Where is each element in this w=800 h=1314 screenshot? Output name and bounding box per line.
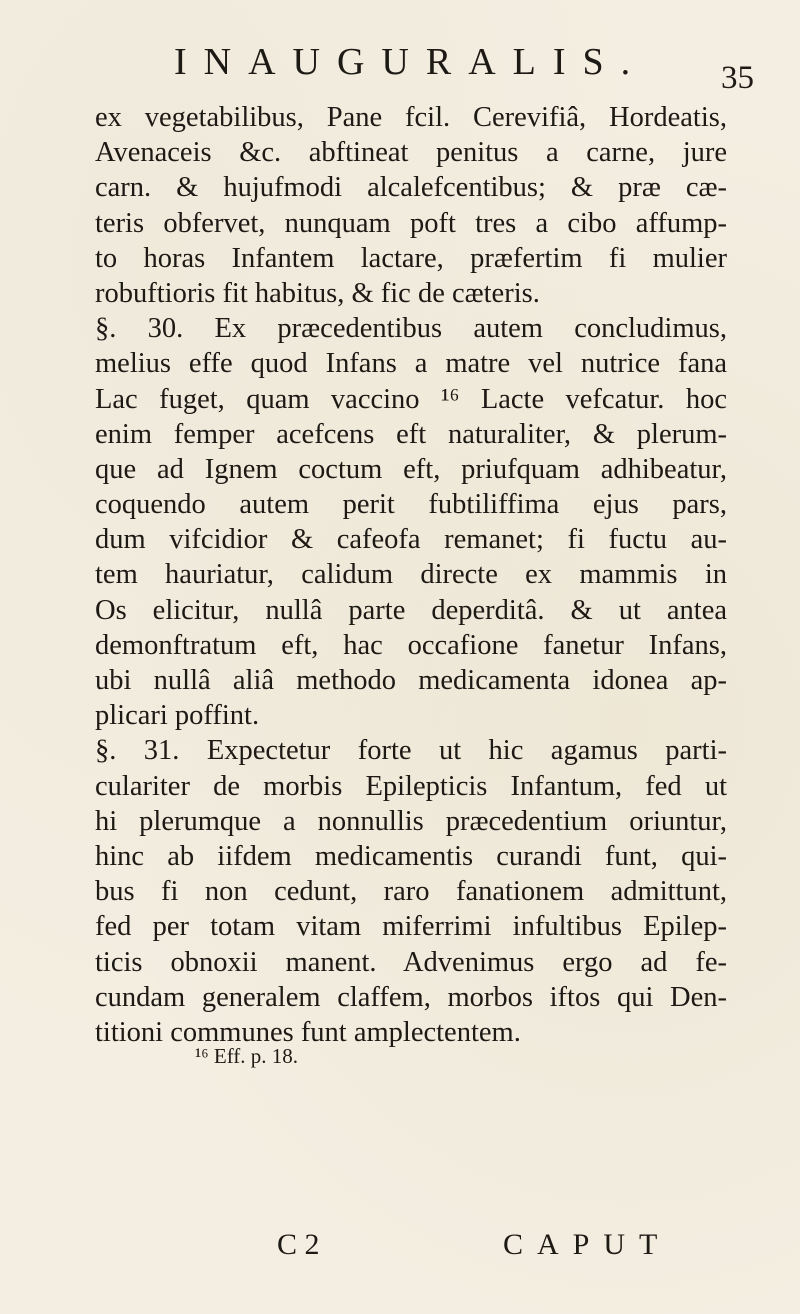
text-line: Os elicitur, nullâ parte deperditâ. & ut antea — [95, 594, 727, 626]
page-number: 35 — [721, 60, 754, 96]
text-line: robuftioris fit habitus, & fic de cæteris. — [95, 277, 540, 309]
text-line: hinc ab iifdem medicamentis curandi funt, qui- — [95, 840, 727, 872]
text-line: fed per totam vitam miferrimi infultibus Epilep- — [95, 911, 727, 943]
text-line: plicari poffint. — [95, 700, 260, 732]
text-line: carn. & hujufmodi alcalefcentibus; & præ cæ- — [95, 172, 727, 204]
text-line: bus fi non cedunt, raro fanationem admittunt, — [95, 876, 727, 908]
text-line: melius effe quod Infans a matre vel nutrice fana — [95, 348, 727, 380]
text-line: titioni communes funt amplectentem. — [95, 1016, 521, 1048]
text-line: que ad Ignem coctum eft, priufquam adhibeatur, — [95, 453, 727, 485]
text-line: teris obfervet, nunquam poft tres a cibo affump- — [95, 207, 727, 239]
text-line: culariter de morbis Epilepticis Infantum, fed ut — [95, 770, 727, 802]
text-line: ex vegetabilibus, Pane fcil. Cerevifiâ, Hordeatis, — [95, 102, 727, 133]
text-line: Lac fuget, quam vaccino ¹⁶ Lacte vefcatur. hoc — [95, 383, 727, 415]
footnote: ¹⁶ Eff. p. 18. — [195, 1044, 299, 1068]
text-line: to horas Infantem lactare, præfertim fi mulier — [95, 242, 727, 274]
text-line: Avenaceis &c. abftineat penitus a carne, jure — [95, 137, 727, 169]
signature-mark: C 2 — [277, 1228, 320, 1261]
text-line: hi plerumque a nonnullis præcedentium oriuntur, — [95, 805, 727, 837]
text-line: ubi nullâ aliâ methodo medicamenta idonea ap- — [95, 665, 727, 696]
body-text — [95, 100, 727, 1050]
catchword: CAPUT — [503, 1228, 672, 1261]
text-line: §. 30. Ex præcedentibus autem concludimus, — [95, 313, 727, 345]
text-line: dum vifcidior & cafeofa remanet; fi fuctu au- — [95, 524, 727, 556]
text-line: ticis obnoxii manent. Advenimus ergo ad fe- — [95, 946, 727, 978]
text-line: coquendo autem perit fubtiliffima ejus pars, — [95, 489, 727, 521]
text-line: tem hauriatur, calidum directe ex mammis in — [95, 559, 727, 591]
text-line: demonftratum eft, hac occafione fanetur Infans, — [95, 629, 727, 661]
running-title: INAUGURALIS. — [174, 41, 648, 83]
text-line: enim femper acefcens eft naturaliter, & plerum- — [95, 418, 727, 450]
text-line: §. 31. Expectetur forte ut hic agamus parti- — [95, 735, 727, 767]
text-line: cundam generalem claffem, morbos iftos qui Den- — [95, 981, 727, 1013]
